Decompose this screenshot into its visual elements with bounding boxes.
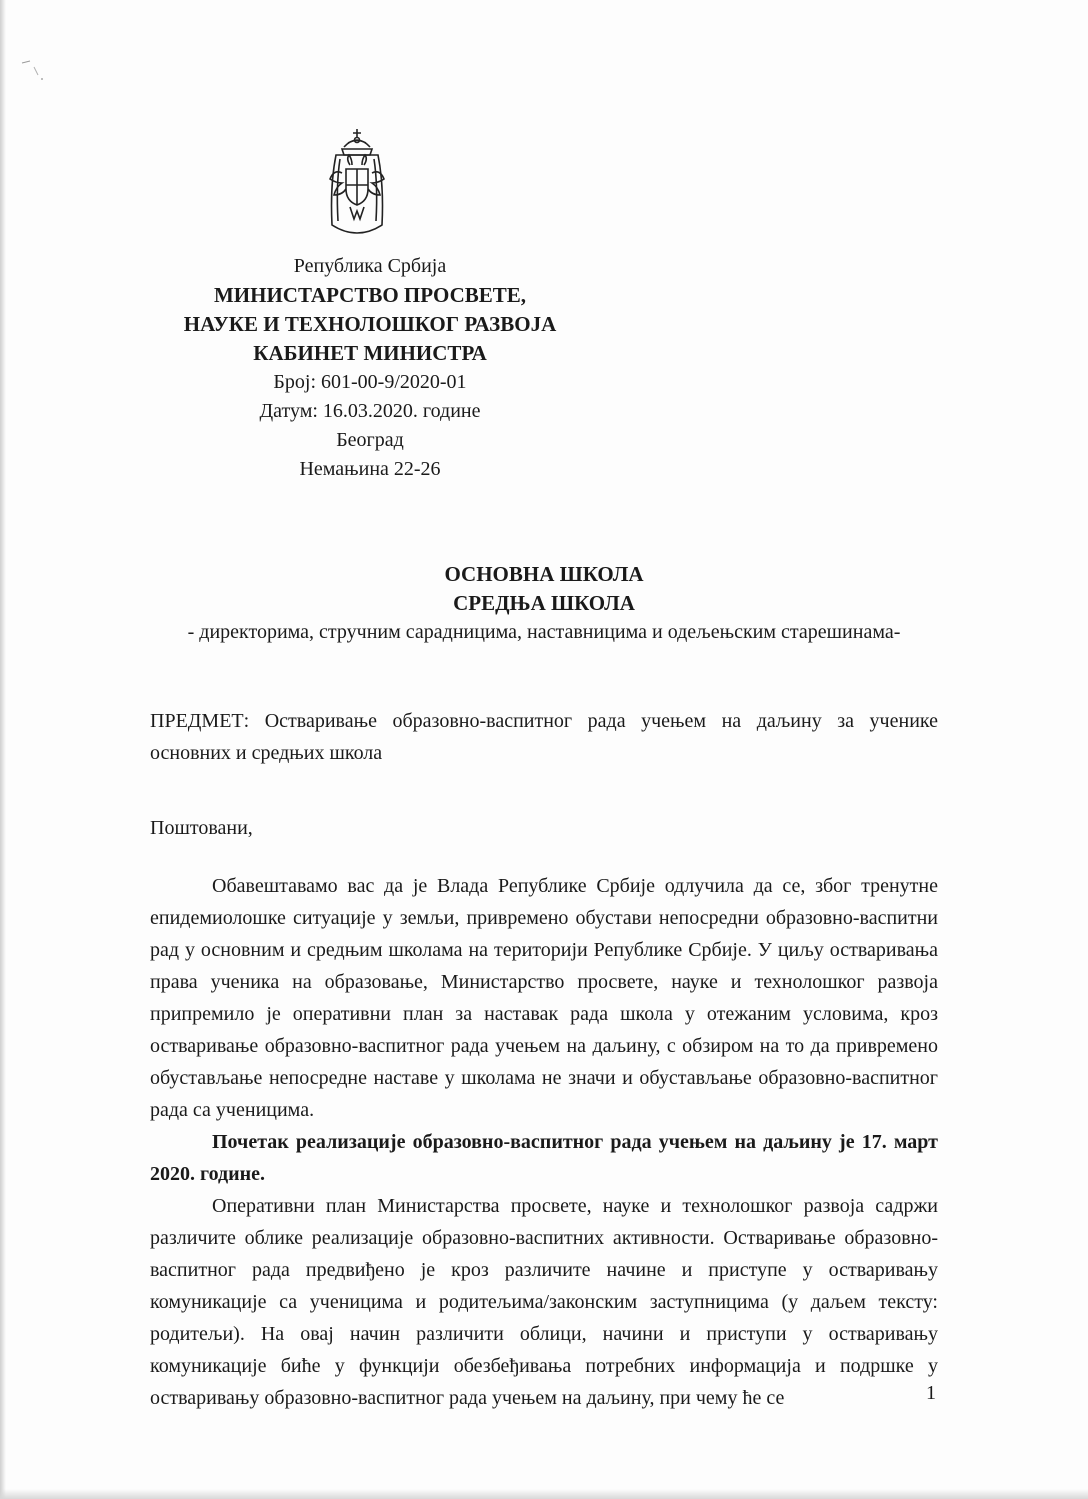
document-number: Број: 601-00-9/2020-01 — [273, 371, 467, 393]
addressee-recipients: - директорима, стручним сарадницима, наставницима и одељењским старешинама- — [187, 621, 901, 643]
scan-specks — [20, 55, 60, 85]
city: Београд — [336, 429, 404, 451]
serbia-coat-of-arms-icon — [316, 125, 398, 243]
scan-left-edge — [0, 0, 6, 1499]
letter-body — [150, 870, 938, 1414]
body-paragraph: Оперативни план Министарства просвете, науке и технолошког развоја садржи различите облике реализације образовно-васпитних активности. Остваривање образовно-васпитног рада предвиђено је кроз различите начине и приступе у остваривању комуникације са ученицима и родитељима/законским заступницима (у даљем тексту: родитељи). На овај начин различити облици, начини и приступи у остваривању комуникације биће у функцији обезбеђивања потребних информација и подршке у остваривању образовно-васпитног рада учењем на даљину, при чему ће се — [150, 1195, 938, 1409]
addressee-line2: СРЕДЊА ШКОЛА — [453, 591, 635, 615]
scan-bottom-edge — [0, 1489, 1088, 1499]
body-paragraph-start-date: Почетак реализације образовно-васпитног рада учењем на даљину је 17. март 2020. године. — [150, 1131, 938, 1185]
body-paragraph: Обавештавамо вас да је Влада Републике Србије одлучила да се, због тренутне епидемиолошке ситуације у земљи, привремено обустави непосредни образовно-васпитни рад у основним и средњим школама на територији Републике Србије. У циљу остваривања права ученика на образовање, Министарство просвете, науке и технолошког развоја припремило је оперативни план за наставак рада школа у отежаним условима, кроз остваривање образовно-васпитног рада учењем на даљину, с обзиром на то да привремено обустављање непосредне наставе у школама не значи и обустављање образовно-васпитног рада са ученицима. — [150, 875, 938, 1121]
addressee-line1: ОСНОВНА ШКОЛА — [444, 562, 644, 586]
cabinet-name: КАБИНЕТ МИНИСТРА — [253, 341, 487, 365]
street-address: Немањина 22-26 — [299, 458, 441, 480]
greeting: Поштовани, — [150, 817, 253, 839]
addressee-block — [100, 560, 988, 647]
country-name: Република Србија — [293, 255, 447, 277]
letterhead — [120, 252, 620, 484]
subject-line: ПРЕДМЕТ: Остваривање образовно-васпитног рада учењем на даљину за ученике основних и средњих школа — [150, 710, 938, 764]
page-number: 1 — [926, 1382, 936, 1404]
ministry-name-line2: НАУКЕ И ТЕХНОЛОШКОГ РАЗВОЈА — [183, 312, 557, 336]
ministry-name-line1: МИНИСТАРСТВО ПРОСВЕТЕ, — [213, 283, 527, 307]
document-date: Датум: 16.03.2020. године — [259, 400, 481, 422]
